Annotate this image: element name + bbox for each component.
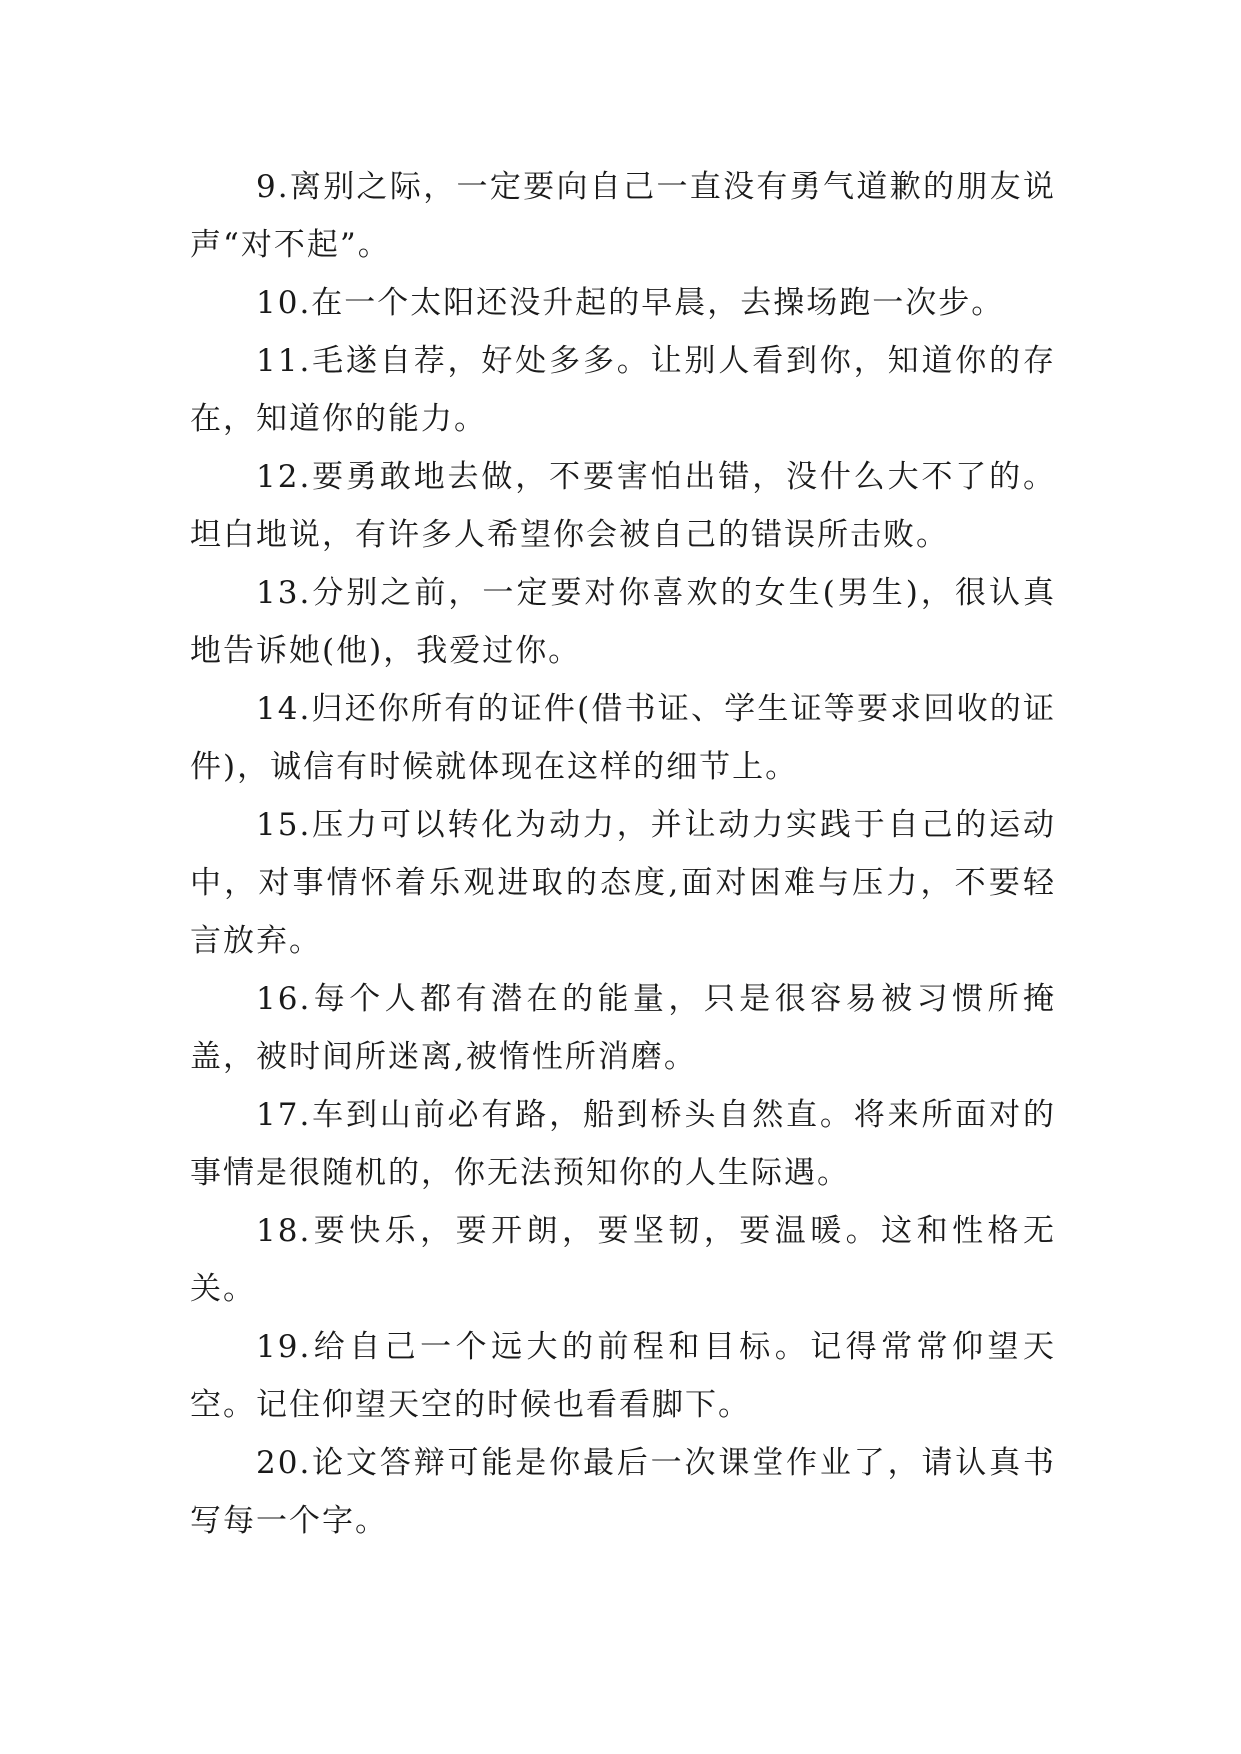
paragraph-item-15: 15.压力可以转化为动力，并让动力实践于自己的运动中，对事情怀着乐观进取的态度,面对困难与压力，不要轻言放弃。	[190, 807, 1056, 959]
paragraph-item-18: 18.要快乐，要开朗，要坚韧，要温暖。这和性格无关。	[190, 1213, 1056, 1307]
paragraph-item-19: 19.给自己一个远大的前程和目标。记得常常仰望天空。记住仰望天空的时候也看看脚下。	[190, 1329, 1056, 1423]
paragraph-item-17: 17.车到山前必有路，船到桥头自然直。将来所面对的事情是很随机的，你无法预知你的人生际遇。	[190, 1097, 1056, 1191]
paragraph-item-9: 9.离别之际，一定要向自己一直没有勇气道歉的朋友说声“对不起”。	[190, 169, 1056, 263]
paragraph-item-20: 20.论文答辩可能是你最后一次课堂作业了，请认真书写每一个字。	[190, 1445, 1056, 1539]
paragraph-item-16: 16.每个人都有潜在的能量，只是很容易被习惯所掩盖，被时间所迷离,被惰性所消磨。	[190, 981, 1056, 1075]
paragraph-item-11: 11.毛遂自荐，好处多多。让别人看到你，知道你的存在，知道你的能力。	[190, 343, 1056, 437]
paragraph-item-10: 10.在一个太阳还没升起的早晨，去操场跑一次步。	[256, 285, 1005, 321]
paragraph-item-13: 13.分别之前，一定要对你喜欢的女生(男生)，很认真地告诉她(他)，我爱过你。	[190, 575, 1056, 669]
paragraph-item-12: 12.要勇敢地去做，不要害怕出错，没什么大不了的。坦白地说，有许多人希望你会被自己的错误所击败。	[190, 459, 1056, 553]
document-body	[190, 158, 1056, 1550]
paragraph-item-14: 14.归还你所有的证件(借书证、学生证等要求回收的证件)，诚信有时候就体现在这样的细节上。	[190, 691, 1056, 785]
